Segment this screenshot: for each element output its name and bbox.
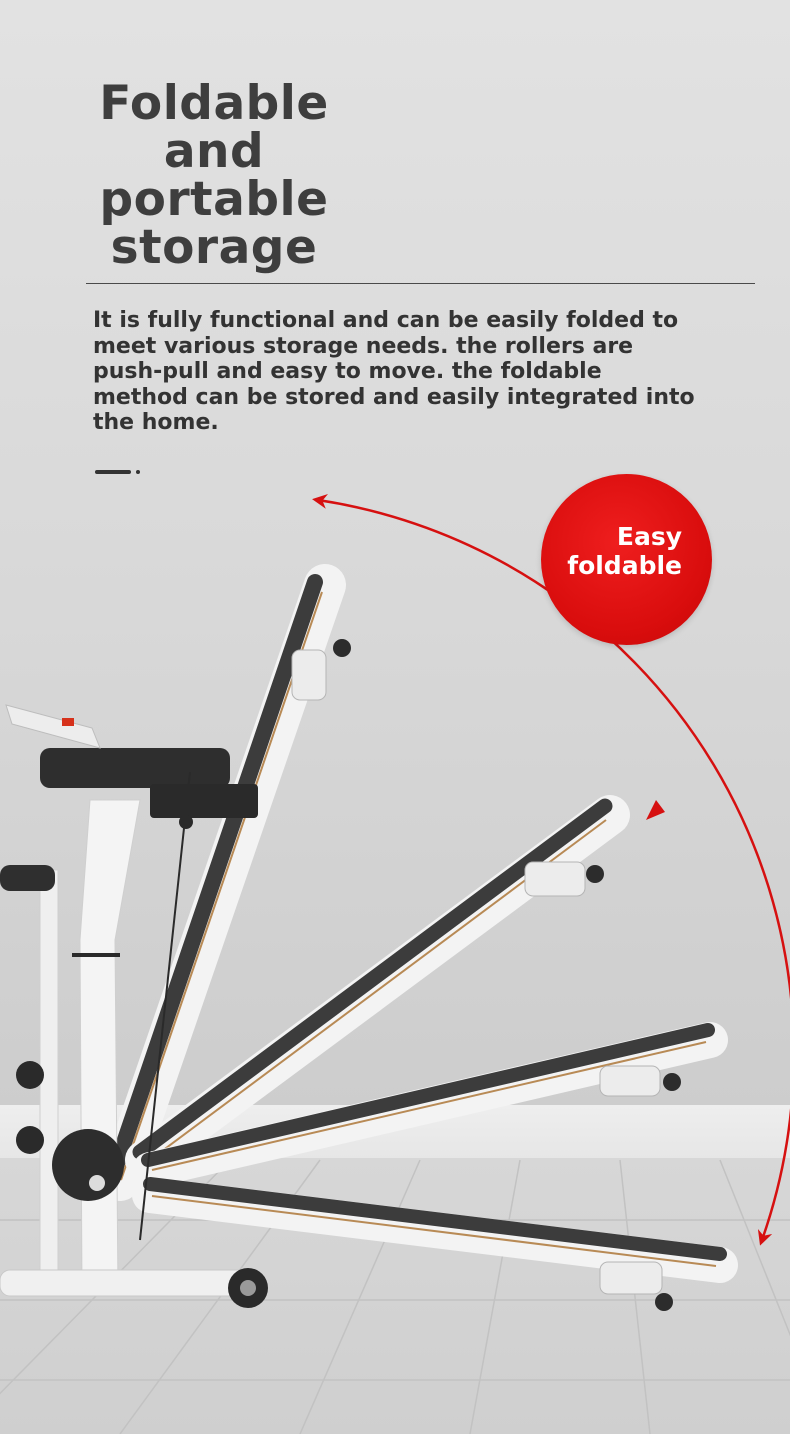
title-line-3: storage xyxy=(110,220,318,275)
feature-description: It is fully functional and can be easily folded to meet various storage needs. the rollers are push-pull and easy to move. the foldable method can be stored and easily integrated into the home. xyxy=(93,308,695,435)
badge-label xyxy=(567,522,682,580)
easy-foldable-badge xyxy=(541,474,712,645)
badge-line-1: Easy xyxy=(616,522,682,551)
badge-line-2: foldable xyxy=(567,551,682,580)
title-line-1: Foldable and xyxy=(99,76,329,179)
title-line-2: portable xyxy=(99,172,329,227)
page-title xyxy=(54,76,374,275)
accent-dot xyxy=(136,470,140,474)
floor-planks xyxy=(0,1160,790,1434)
fold-arrow-mid-icon xyxy=(646,800,665,820)
accent-dash xyxy=(95,470,131,474)
divider-line xyxy=(86,283,755,284)
